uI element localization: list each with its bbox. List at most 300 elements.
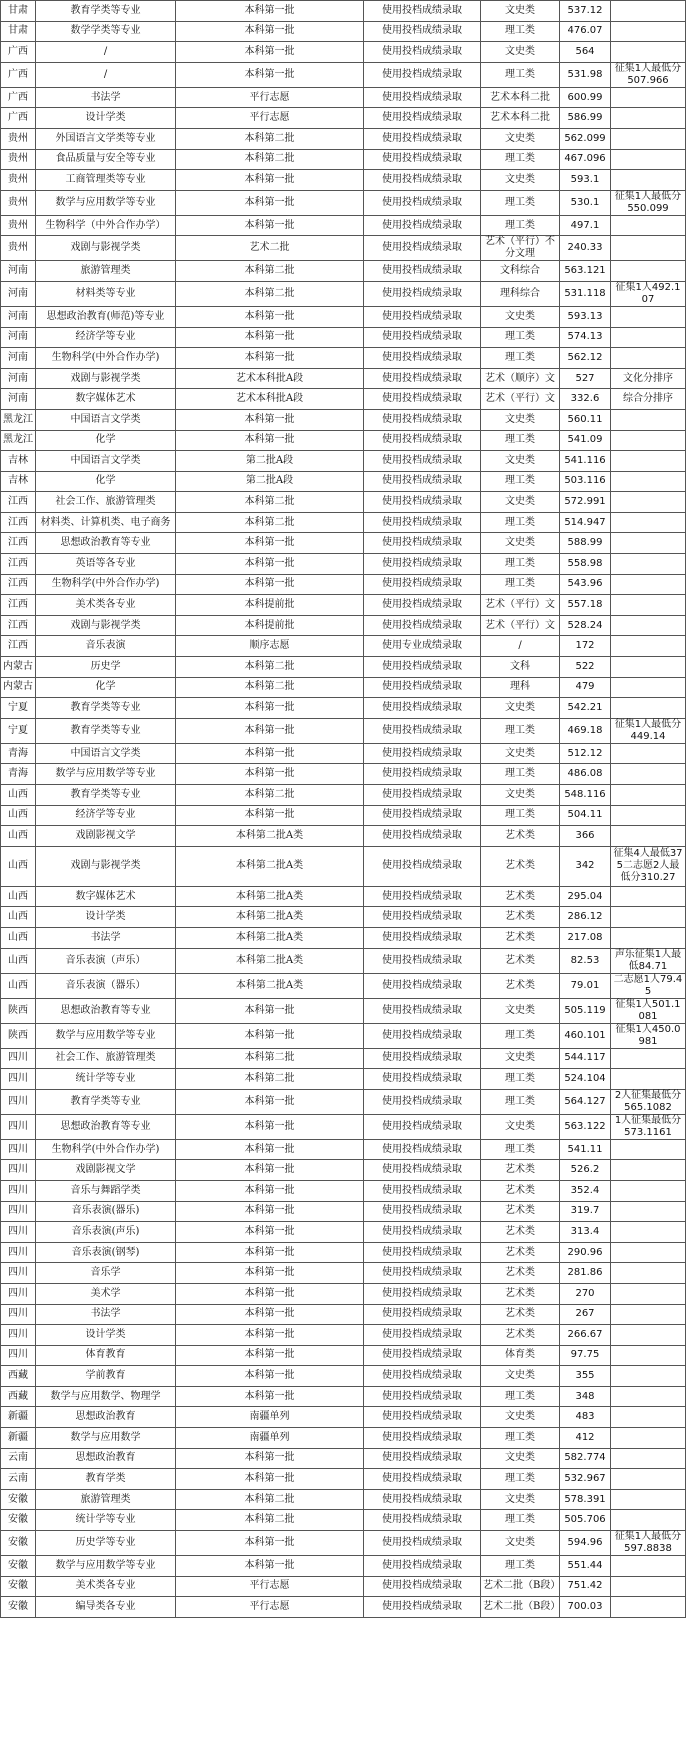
score-cell: 270 [560,1283,611,1304]
table-row [1,236,686,261]
table-row [1,471,686,492]
score-cell: 348 [560,1386,611,1407]
score-cell: 541.09 [560,430,611,451]
table-row [1,1469,686,1490]
major-cell: 材料类等专业 [36,281,176,306]
batch-cell: 本科第一批 [176,1139,364,1160]
admission-method-cell: 使用投档成绩录取 [364,657,481,678]
province-cell: 贵州 [1,149,36,170]
score-cell: 286.12 [560,907,611,928]
category-cell: / [481,636,560,657]
batch-cell: 本科第一批 [176,1263,364,1284]
note-cell: 综合分排序 [611,389,686,410]
category-cell: 艺术类 [481,1242,560,1263]
province-cell: 山西 [1,846,36,886]
batch-cell: 艺术本科批A段 [176,368,364,389]
major-cell: 戏剧与影视学类 [36,846,176,886]
major-cell: 生物科学(中外合作办学) [36,348,176,369]
admission-method-cell: 使用投档成绩录取 [364,764,481,785]
note-cell: 征集1人最低分449.14 [611,718,686,743]
category-cell: 文史类 [481,42,560,63]
category-cell: 理工类 [481,1069,560,1090]
note-cell [611,1325,686,1346]
note-cell: 1人征集最低分573.1161 [611,1114,686,1139]
table-row [1,1366,686,1387]
admission-method-cell: 使用投档成绩录取 [364,595,481,616]
batch-cell: 本科第二批 [176,657,364,678]
admission-method-cell: 使用投档成绩录取 [364,1325,481,1346]
score-cell: 522 [560,657,611,678]
major-cell: 教育学类等专业 [36,1,176,22]
note-cell [611,1489,686,1510]
score-cell: 532.967 [560,1469,611,1490]
note-cell [611,492,686,513]
score-cell: 79.01 [560,973,611,998]
note-cell [611,1428,686,1449]
major-cell: 经济学等专业 [36,327,176,348]
province-cell: 安徽 [1,1597,36,1618]
category-cell: 艺术（平行）文 [481,615,560,636]
province-cell: 西藏 [1,1366,36,1387]
note-cell [611,826,686,847]
table-row [1,368,686,389]
batch-cell: 本科第二批A类 [176,826,364,847]
category-cell: 文史类 [481,1489,560,1510]
score-cell: 700.03 [560,1597,611,1618]
batch-cell: 本科第一批 [176,190,364,215]
admission-method-cell: 使用投档成绩录取 [364,1407,481,1428]
score-cell: 600.99 [560,87,611,108]
batch-cell: 本科第二批A类 [176,907,364,928]
table-row [1,1048,686,1069]
category-cell: 艺术类 [481,886,560,907]
province-cell: 四川 [1,1283,36,1304]
category-cell: 艺术类 [481,1201,560,1222]
note-cell [611,1048,686,1069]
batch-cell: 本科第一批 [176,1366,364,1387]
note-cell [611,1283,686,1304]
table-row [1,1201,686,1222]
table-row [1,1576,686,1597]
table-row [1,846,686,886]
admission-method-cell: 使用投档成绩录取 [364,430,481,451]
category-cell: 艺术（顺序）文 [481,368,560,389]
score-cell: 313.4 [560,1222,611,1243]
table-row [1,1283,686,1304]
note-cell [611,886,686,907]
admission-method-cell: 使用投档成绩录取 [364,1345,481,1366]
score-cell: 524.104 [560,1069,611,1090]
category-cell: 理工类 [481,327,560,348]
note-cell [611,128,686,149]
major-cell: 历史学 [36,657,176,678]
score-cell: 560.11 [560,409,611,430]
score-cell: 460.101 [560,1023,611,1048]
note-cell: 征集1人501.1081 [611,998,686,1023]
score-cell: 537.12 [560,1,611,22]
batch-cell: 平行志愿 [176,108,364,129]
category-cell: 文史类 [481,698,560,719]
table-row [1,1407,686,1428]
major-cell: 思想政治教育(师范)等专业 [36,306,176,327]
category-cell: 艺术本科二批 [481,108,560,129]
score-cell: 514.947 [560,512,611,533]
major-cell: 历史学等专业 [36,1531,176,1556]
category-cell: 理工类 [481,1556,560,1577]
province-cell: 江西 [1,636,36,657]
batch-cell: 南疆单列 [176,1407,364,1428]
note-cell [611,1304,686,1325]
category-cell: 文史类 [481,451,560,472]
note-cell [611,1597,686,1618]
admission-method-cell: 使用投档成绩录取 [364,492,481,513]
score-cell: 290.96 [560,1242,611,1263]
batch-cell: 本科第一批 [176,1386,364,1407]
admission-method-cell: 使用投档成绩录取 [364,615,481,636]
major-cell: 书法学 [36,927,176,948]
table-row [1,389,686,410]
score-cell: 541.11 [560,1139,611,1160]
category-cell: 艺术类 [481,927,560,948]
major-cell: 戏剧影视文学 [36,1160,176,1181]
major-cell: 思想政治教育 [36,1407,176,1428]
note-cell: 征集4人最低375二志愿2人最低分310.27 [611,846,686,886]
batch-cell: 本科第二批A类 [176,927,364,948]
note-cell: 2人征集最低分565.1082 [611,1089,686,1114]
major-cell: / [36,62,176,87]
category-cell: 文科 [481,657,560,678]
table-row [1,348,686,369]
batch-cell: 本科第一批 [176,1114,364,1139]
batch-cell: 本科第一批 [176,764,364,785]
table-row [1,1,686,22]
admission-method-cell: 使用投档成绩录取 [364,1180,481,1201]
batch-cell: 本科第一批 [176,574,364,595]
admission-method-cell: 使用投档成绩录取 [364,1222,481,1243]
score-cell: 503.116 [560,471,611,492]
province-cell: 广西 [1,42,36,63]
admission-method-cell: 使用投档成绩录取 [364,1263,481,1284]
province-cell: 江西 [1,574,36,595]
table-row [1,1263,686,1284]
province-cell: 贵州 [1,236,36,261]
admission-method-cell: 使用投档成绩录取 [364,1283,481,1304]
admission-method-cell: 使用投档成绩录取 [364,261,481,282]
score-cell: 512.12 [560,743,611,764]
batch-cell: 本科第一批 [176,698,364,719]
admission-method-cell: 使用投档成绩录取 [364,170,481,191]
major-cell: 数学与应用数学 [36,1428,176,1449]
score-cell: 281.86 [560,1263,611,1284]
category-cell: 艺术本科二批 [481,87,560,108]
score-cell: 476.07 [560,21,611,42]
score-cell: 486.08 [560,764,611,785]
province-cell: 四川 [1,1089,36,1114]
score-cell: 544.117 [560,1048,611,1069]
province-cell: 安徽 [1,1556,36,1577]
category-cell: 艺术类 [481,846,560,886]
admission-method-cell: 使用投档成绩录取 [364,215,481,236]
admission-method-cell: 使用投档成绩录取 [364,677,481,698]
admission-method-cell: 使用投档成绩录取 [364,1597,481,1618]
major-cell: 音乐表演(器乐) [36,1201,176,1222]
note-cell [611,907,686,928]
score-cell: 551.44 [560,1556,611,1577]
admission-method-cell: 使用投档成绩录取 [364,574,481,595]
major-cell: 数学与应用数学、物理学 [36,1386,176,1407]
note-cell [611,927,686,948]
score-cell: 548.116 [560,785,611,806]
admission-method-cell: 使用投档成绩录取 [364,1366,481,1387]
table-row [1,826,686,847]
province-cell: 江西 [1,554,36,575]
category-cell: 理工类 [481,215,560,236]
major-cell: 编导类各专业 [36,1597,176,1618]
note-cell: 声乐征集1人最低84.71 [611,948,686,973]
score-cell: 355 [560,1366,611,1387]
major-cell: 旅游管理类 [36,261,176,282]
major-cell: 戏剧与影视学类 [36,368,176,389]
table-row [1,805,686,826]
admission-method-cell: 使用投档成绩录取 [364,927,481,948]
major-cell: 食品质量与安全等专业 [36,149,176,170]
table-row [1,1304,686,1325]
batch-cell: 本科第一批 [176,1345,364,1366]
province-cell: 四川 [1,1325,36,1346]
category-cell: 理工类 [481,805,560,826]
category-cell: 文史类 [481,785,560,806]
score-cell: 594.96 [560,1531,611,1556]
province-cell: 新疆 [1,1428,36,1449]
admission-method-cell: 使用投档成绩录取 [364,149,481,170]
province-cell: 江西 [1,615,36,636]
score-cell: 504.11 [560,805,611,826]
admission-method-cell: 使用投档成绩录取 [364,554,481,575]
province-cell: 甘肃 [1,21,36,42]
province-cell: 青海 [1,743,36,764]
major-cell: 外国语言文学类等专业 [36,128,176,149]
province-cell: 贵州 [1,190,36,215]
batch-cell: 本科第一批 [176,21,364,42]
score-cell: 412 [560,1428,611,1449]
table-row [1,785,686,806]
province-cell: 四川 [1,1069,36,1090]
score-cell: 542.21 [560,698,611,719]
batch-cell: 本科第一批 [176,1531,364,1556]
score-cell: 483 [560,1407,611,1428]
note-cell [611,215,686,236]
note-cell [611,554,686,575]
province-cell: 安徽 [1,1510,36,1531]
category-cell: 艺术类 [481,973,560,998]
admission-method-cell: 使用投档成绩录取 [364,327,481,348]
province-cell: 西藏 [1,1386,36,1407]
category-cell: 文史类 [481,1366,560,1387]
category-cell: 理工类 [481,1469,560,1490]
category-cell: 艺术类 [481,1283,560,1304]
major-cell: 书法学 [36,87,176,108]
note-cell [611,451,686,472]
province-cell: 河南 [1,261,36,282]
category-cell: 艺术类 [481,1325,560,1346]
province-cell: 安徽 [1,1531,36,1556]
admission-method-cell: 使用投档成绩录取 [364,471,481,492]
province-cell: 江西 [1,512,36,533]
category-cell: 艺术类 [481,1222,560,1243]
province-cell: 安徽 [1,1489,36,1510]
admission-method-cell: 使用投档成绩录取 [364,409,481,430]
province-cell: 广西 [1,108,36,129]
batch-cell: 本科第一批 [176,1222,364,1243]
score-cell: 531.98 [560,62,611,87]
admission-method-cell: 使用投档成绩录取 [364,1386,481,1407]
table-row [1,1089,686,1114]
batch-cell: 本科第一批 [176,1283,364,1304]
table-row [1,190,686,215]
category-cell: 理科 [481,677,560,698]
category-cell: 艺术类 [481,1160,560,1181]
batch-cell: 本科第二批 [176,492,364,513]
score-cell: 530.1 [560,190,611,215]
table-row [1,886,686,907]
score-cell: 505.119 [560,998,611,1023]
admission-method-cell: 使用投档成绩录取 [364,236,481,261]
admission-method-cell: 使用投档成绩录取 [364,785,481,806]
table-row [1,306,686,327]
batch-cell: 本科第二批 [176,149,364,170]
major-cell: 思想政治教育 [36,1448,176,1469]
province-cell: 新疆 [1,1407,36,1428]
table-row [1,1531,686,1556]
note-cell [611,348,686,369]
table-row [1,698,686,719]
score-cell: 332.6 [560,389,611,410]
batch-cell: 艺术本科批A段 [176,389,364,410]
major-cell: 戏剧与影视学类 [36,236,176,261]
major-cell: 化学 [36,471,176,492]
province-cell: 江西 [1,595,36,616]
note-cell [611,595,686,616]
province-cell: 山西 [1,826,36,847]
table-row [1,533,686,554]
category-cell: 艺术类 [481,948,560,973]
admission-method-cell: 使用投档成绩录取 [364,368,481,389]
note-cell [611,1263,686,1284]
province-cell: 云南 [1,1469,36,1490]
admission-method-cell: 使用投档成绩录取 [364,1489,481,1510]
note-cell: 征集1人最低分550.099 [611,190,686,215]
category-cell: 文史类 [481,1114,560,1139]
batch-cell: 本科第一批 [176,348,364,369]
note-cell [611,1222,686,1243]
category-cell: 文史类 [481,170,560,191]
major-cell: 思想政治教育等专业 [36,1114,176,1139]
table-row [1,595,686,616]
category-cell: 理工类 [481,718,560,743]
category-cell: 艺术类 [481,1263,560,1284]
major-cell: 音乐表演 [36,636,176,657]
province-cell: 青海 [1,764,36,785]
batch-cell: 本科第二批 [176,785,364,806]
batch-cell: 本科第一批 [176,1023,364,1048]
note-cell [611,636,686,657]
province-cell: 山西 [1,886,36,907]
admission-method-cell: 使用投档成绩录取 [364,108,481,129]
batch-cell: 本科第一批 [176,805,364,826]
score-cell: 82.53 [560,948,611,973]
province-cell: 甘肃 [1,1,36,22]
admission-method-cell: 使用投档成绩录取 [364,1242,481,1263]
table-row [1,718,686,743]
province-cell: 四川 [1,1222,36,1243]
province-cell: 山西 [1,927,36,948]
batch-cell: 本科第二批A类 [176,973,364,998]
category-cell: 艺术类 [481,1304,560,1325]
province-cell: 广西 [1,62,36,87]
admission-method-cell: 使用投档成绩录取 [364,42,481,63]
table-row [1,907,686,928]
score-cell: 342 [560,846,611,886]
province-cell: 内蒙古 [1,657,36,678]
category-cell: 理工类 [481,1139,560,1160]
batch-cell: 本科第一批 [176,430,364,451]
category-cell: 理工类 [481,149,560,170]
category-cell: 艺术类 [481,907,560,928]
table-row [1,512,686,533]
table-row [1,554,686,575]
score-cell: 593.1 [560,170,611,191]
note-cell [611,1386,686,1407]
batch-cell: 本科第二批 [176,281,364,306]
table-row [1,409,686,430]
batch-cell: 本科第一批 [176,533,364,554]
category-cell: 文史类 [481,128,560,149]
note-cell [611,261,686,282]
admission-method-cell: 使用投档成绩录取 [364,826,481,847]
note-cell [611,1160,686,1181]
note-cell [611,657,686,678]
major-cell: 数学与应用数学等专业 [36,1556,176,1577]
batch-cell: 本科第二批 [176,128,364,149]
batch-cell: 本科第一批 [176,1469,364,1490]
batch-cell: 本科第一批 [176,1089,364,1114]
score-cell: 267 [560,1304,611,1325]
score-cell: 543.96 [560,574,611,595]
category-cell: 理工类 [481,1386,560,1407]
batch-cell: 本科第一批 [176,170,364,191]
province-cell: 广西 [1,87,36,108]
note-cell [611,306,686,327]
category-cell: 文史类 [481,306,560,327]
batch-cell: 平行志愿 [176,1597,364,1618]
category-cell: 艺术（平行）文 [481,389,560,410]
batch-cell: 本科第一批 [176,554,364,575]
note-cell [611,743,686,764]
major-cell: 生物科学(中外合作办学) [36,574,176,595]
table-row [1,1510,686,1531]
admission-method-cell: 使用投档成绩录取 [364,846,481,886]
admission-method-cell: 使用专业成绩录取 [364,636,481,657]
batch-cell: 本科第一批 [176,409,364,430]
table-row [1,261,686,282]
major-cell: 生物科学（中外合作办学） [36,215,176,236]
note-cell: 二志愿1人79.45 [611,973,686,998]
score-cell: 528.24 [560,615,611,636]
batch-cell: 本科第二批A类 [176,948,364,973]
admission-method-cell: 使用投档成绩录取 [364,190,481,215]
note-cell [611,236,686,261]
table-row [1,1139,686,1160]
